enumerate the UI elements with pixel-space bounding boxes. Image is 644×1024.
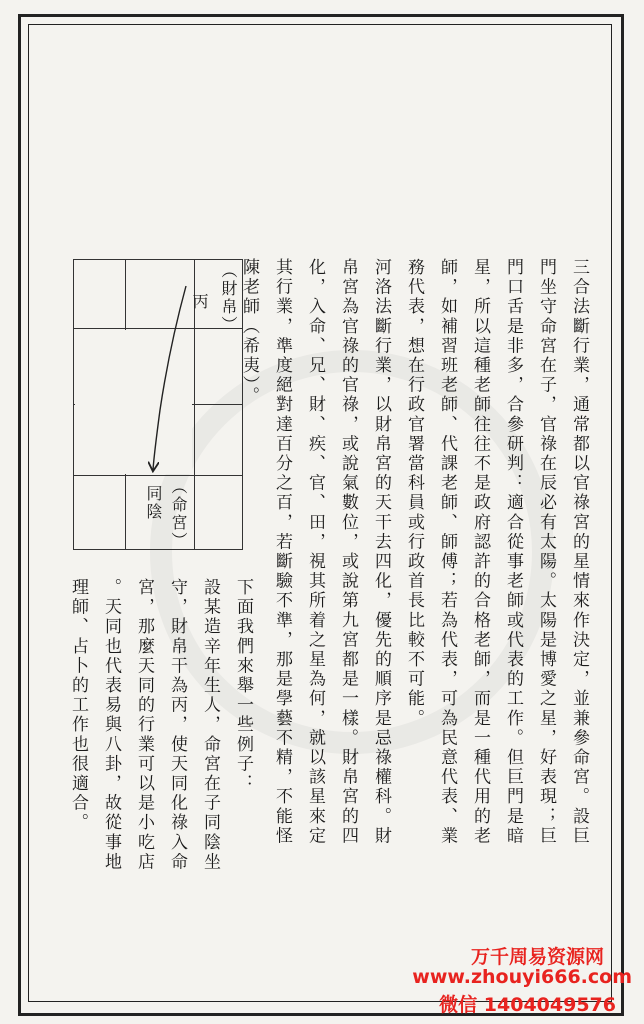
example-text-column: 守，財帛干為丙，使天同化祿入命 [167, 578, 187, 872]
main-text-column: 三合法斷行業，通常都以官祿宮的星情來作決定，並兼參命宮。設巨 [569, 258, 589, 846]
example-text-column: 理師、占卜的工作也很適合。 [68, 578, 88, 833]
example-text-column: 。天同也代表易與八卦，故從事地 [101, 578, 121, 872]
main-text-column: 星，所以這種老師往往不是政府認許的合格老師，而是一種代用的老 [470, 258, 490, 846]
main-text-column: 帛宮為官祿的官祿，或說氣數位，或說第九宮都是一樣。財帛宮的四 [338, 258, 358, 846]
watermark-wechat: 微信 1404049576 [439, 994, 616, 1016]
palace-chart [73, 259, 243, 550]
example-text-column: 設某造辛年生人，命宮在子同陰坐 [200, 578, 220, 872]
main-text-column: 其行業，準度絕對達百分之百，若斷驗不準，那是學藝不精，不能怪 [272, 258, 292, 846]
stars-label: 同陰 [144, 485, 163, 521]
main-text-column: 師，如補習班老師、代課老師、師傅；若為代表，可為民意代表、業 [437, 258, 457, 846]
life-palace-label: （命宮） [169, 478, 188, 550]
main-text-column: 門口舌是非多，合參研判：適合從事老師或代表的工作。但巨門是暗 [503, 258, 523, 846]
watermark-site-name: 万千周易资源网 [470, 946, 604, 968]
main-text-column: 門坐守命宮在子，官祿在辰必有太陽。太陽是博愛之星，好表現；巨 [536, 258, 556, 846]
main-text-column: 河洛法斷行業，以財帛宮的天干去四化，優先的順序是忌祿權科。財 [371, 258, 391, 846]
watermark-url: www.zhouyi666.com [412, 966, 632, 988]
heavenly-stem-label: 丙 [190, 293, 209, 311]
main-text-column: 陳老師（希夷）。 [239, 258, 259, 407]
example-text-column: 下面我們來舉一些例子： [233, 578, 253, 794]
main-text-column: 化，入命、兄、財、疾、官、田，視其所着之星為何，就以該星來定 [305, 258, 325, 846]
wealth-palace-label: （財帛） [219, 262, 238, 334]
example-text-column: 宮，那麼天同的行業可以是小吃店 [134, 578, 154, 872]
main-text-column: 務代表，想在行政官署當科員或行政首長比較不可能。 [404, 258, 424, 729]
